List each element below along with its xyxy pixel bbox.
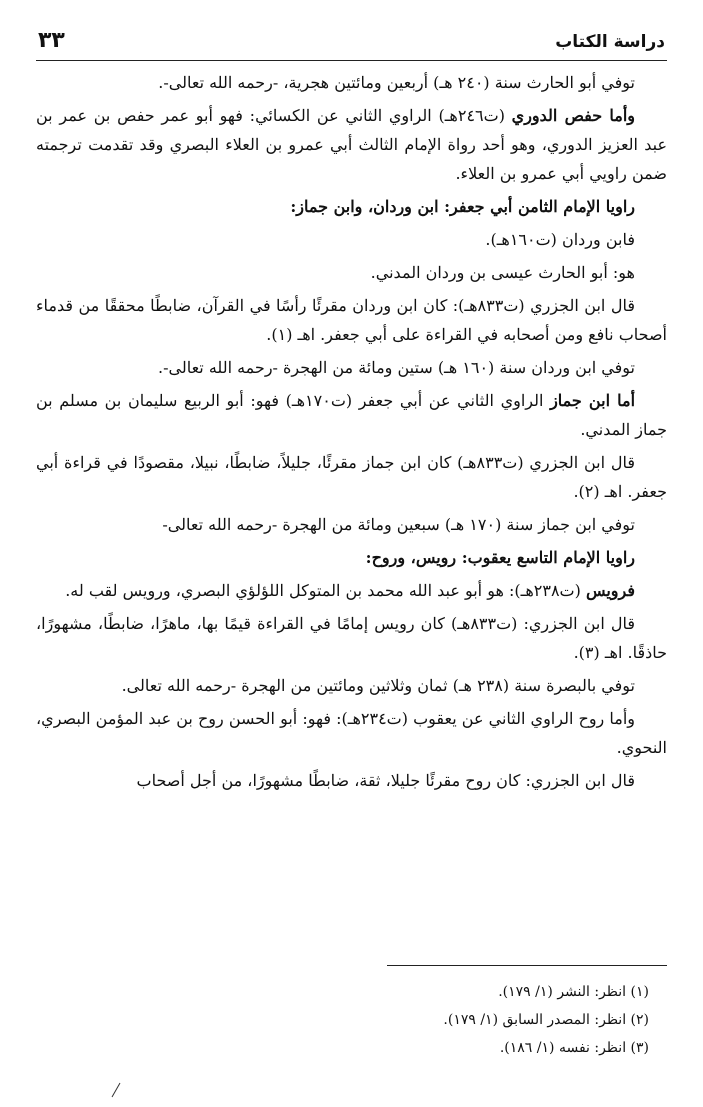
paragraph [36, 671, 667, 700]
paragraph-text: قال ابن الجزري: كان روح مقرئًا جليلا، ثقة، ضابطًا مشهورًا، من أجل أصحاب [136, 771, 635, 790]
paragraph [36, 704, 667, 762]
paragraph-text: (ت٢٤٦هـ) الراوي الثاني عن الكسائي: فهو أبو عمر حفص بن عمر بن عبد العزيز الدوري، وهو أحد رواة الإمام الثالث أبي عمرو بن العلاء البصري وقد تقدمت ترجمته ضمن راويي أبي عمرو بن العلاء. [36, 106, 667, 183]
paragraph [36, 766, 667, 795]
paragraph [36, 609, 667, 667]
heading-text: راويا الإمام الثامن أبي جعفر: ابن وردان، وابن جماز: [290, 197, 635, 216]
paragraph-text: هو: أبو الحارث عيسى بن وردان المدني. [370, 263, 635, 282]
paragraph-text: (ت٢٣٨هـ): هو أبو عبد الله محمد بن المتوكل اللؤلؤي البصري، ورويس لقب له. [65, 581, 586, 600]
paragraph [36, 510, 667, 539]
running-title: دراسة الكتاب [555, 32, 665, 52]
paragraph-text: الراوي الثاني عن أبي جعفر (ت١٧٠هـ) فهو: أبو الربيع سليمان بن مسلم بن جماز المدني. [36, 391, 667, 439]
paragraph [36, 258, 667, 287]
paragraph [36, 386, 667, 444]
paragraph-bold: فرويس [585, 581, 635, 600]
paragraph-text: توفي ابن جماز سنة (١٧٠ هـ) سبعين ومائة من الهجرة -رحمه الله تعالى- [162, 515, 635, 534]
paragraph [36, 291, 667, 349]
paragraph-text: توفي أبو الحارث سنة (٢٤٠ هـ) أربعين ومائتين هجرية، -رحمه الله تعالى-. [158, 73, 635, 92]
paragraph-text: قال ابن الجزري: (ت٨٣٣هـ) كان رويس إمامًا في القراءة قيمًا بها، ماهرًا، ضابطًا، مشهورًا، حاذقًا. اهـ (٣). [36, 614, 667, 662]
footnote: (٢) انظر: المصدر السابق (١/ ١٧٩). [443, 1012, 649, 1028]
paragraph [36, 576, 667, 605]
paragraph-bold: أما ابن جماز [550, 391, 636, 410]
paragraph-text: توفي بالبصرة سنة (٢٣٨ هـ) ثمان وثلاثين ومائتين من الهجرة -رحمه الله تعالى. [121, 676, 635, 695]
heading-text: راويا الإمام التاسع يعقوب: رويس، وروح: [365, 548, 635, 567]
paragraph-text: فابن وردان (ت١٦٠هـ). [485, 230, 635, 249]
paragraph [36, 225, 667, 254]
page-number: ٣٣ [38, 28, 65, 53]
paragraph-text: قال ابن الجزري (ت٨٣٣هـ) كان ابن جماز مقرئًا، جليلاً، ضابطًا، نبيلا، مقصودًا في قراءة أبي جعفر. اهـ (٢). [36, 453, 667, 501]
paragraph [36, 101, 667, 188]
paragraph [36, 353, 667, 382]
footnotes [36, 978, 667, 1062]
footnote: (١) انظر: النشر (١/ ١٧٩). [498, 984, 649, 1000]
stray-pen-mark-icon [110, 1082, 122, 1098]
page-header [36, 30, 667, 61]
section-heading [36, 192, 667, 221]
paragraph [36, 448, 667, 506]
section-heading [36, 543, 667, 572]
body-text [36, 68, 667, 799]
footnote: (٣) انظر: نفسه (١/ ١٨٦). [499, 1040, 649, 1056]
paragraph-text: قال ابن الجزري (ت٨٣٣هـ): كان ابن وردان مقرئًا رأسًا في القرآن، ضابطًا محققًا من قدماء أصحاب نافع ومن أصحابه في القراءة على أبي جعفر. اهـ (١). [36, 296, 667, 344]
paragraph [36, 68, 667, 97]
paragraph-bold: وأما حفص الدوري [511, 106, 636, 125]
paragraph-text: توفي ابن وردان سنة (١٦٠ هـ) ستين ومائة من الهجرة -رحمه الله تعالى-. [157, 358, 635, 377]
footnote-divider [387, 965, 667, 966]
paragraph-text: وأما روح الراوي الثاني عن يعقوب (ت٢٣٤هـ): فهو: أبو الحسن روح بن عبد المؤمن البصري، النحوي. [36, 709, 667, 757]
